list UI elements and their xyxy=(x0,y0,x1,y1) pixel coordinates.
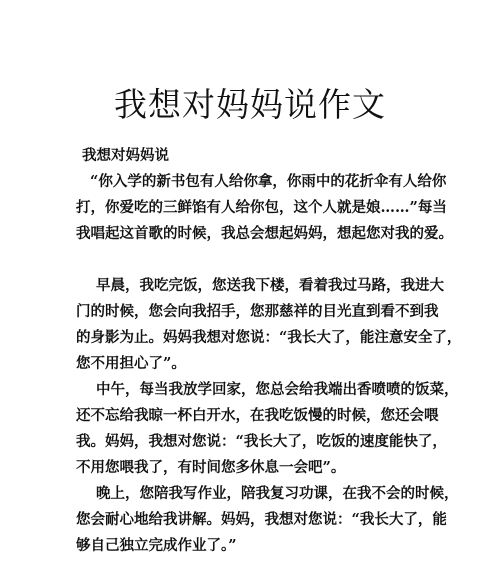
article-title: 我想对妈妈说作文 xyxy=(114,85,386,124)
article-subtitle: 我想对妈妈说 xyxy=(82,147,169,164)
paragraph-line: 我。妈妈，我想对您说：“我长大了，吃饭的速度能快了， xyxy=(76,433,447,450)
paragraph-line: “你入学的新书包有人给你拿，你雨中的花折伞有人给你 xyxy=(90,173,447,190)
paragraph-line: 门的时候，您会向我招手，您那慈祥的目光直到看不到我 xyxy=(76,303,439,320)
paragraph-line: 早晨，我吃完饭，您送我下楼，看着我过马路，我进大 xyxy=(96,277,444,294)
paragraph-line: 我唱起这首歌的时候，我总会想起妈妈，想起您对我的爱。 xyxy=(76,225,453,242)
paragraph-line: 还不忘给我晾一杯白开水，在我吃饭慢的时候，您还会喂 xyxy=(76,407,439,424)
paragraph-line: 打，你爱吃的三鲜馅有人给你包，这个人就是娘……”每当 xyxy=(76,199,447,216)
paragraph-line: 您会耐心地给我讲解。妈妈，我想对您说：“我长大了，能 xyxy=(76,511,447,528)
paragraph-line: 您不用担心了”。 xyxy=(76,355,186,372)
paragraph-line: 中午，每当我放学回家，您总会给我端出香喷喷的饭菜， xyxy=(96,381,459,398)
paragraph-line: 的身影为止。妈妈我想对您说：“我长大了，能注意安全了， xyxy=(76,329,462,346)
paragraph-line: 不用您喂我了，有时间您多休息一会吧”。 xyxy=(76,459,346,476)
paragraph-line: 够自己独立完成作业了。” xyxy=(76,537,237,554)
paragraph-line: 晚上，您陪我写作业，陪我复习功课，在我不会的时候， xyxy=(96,485,459,502)
